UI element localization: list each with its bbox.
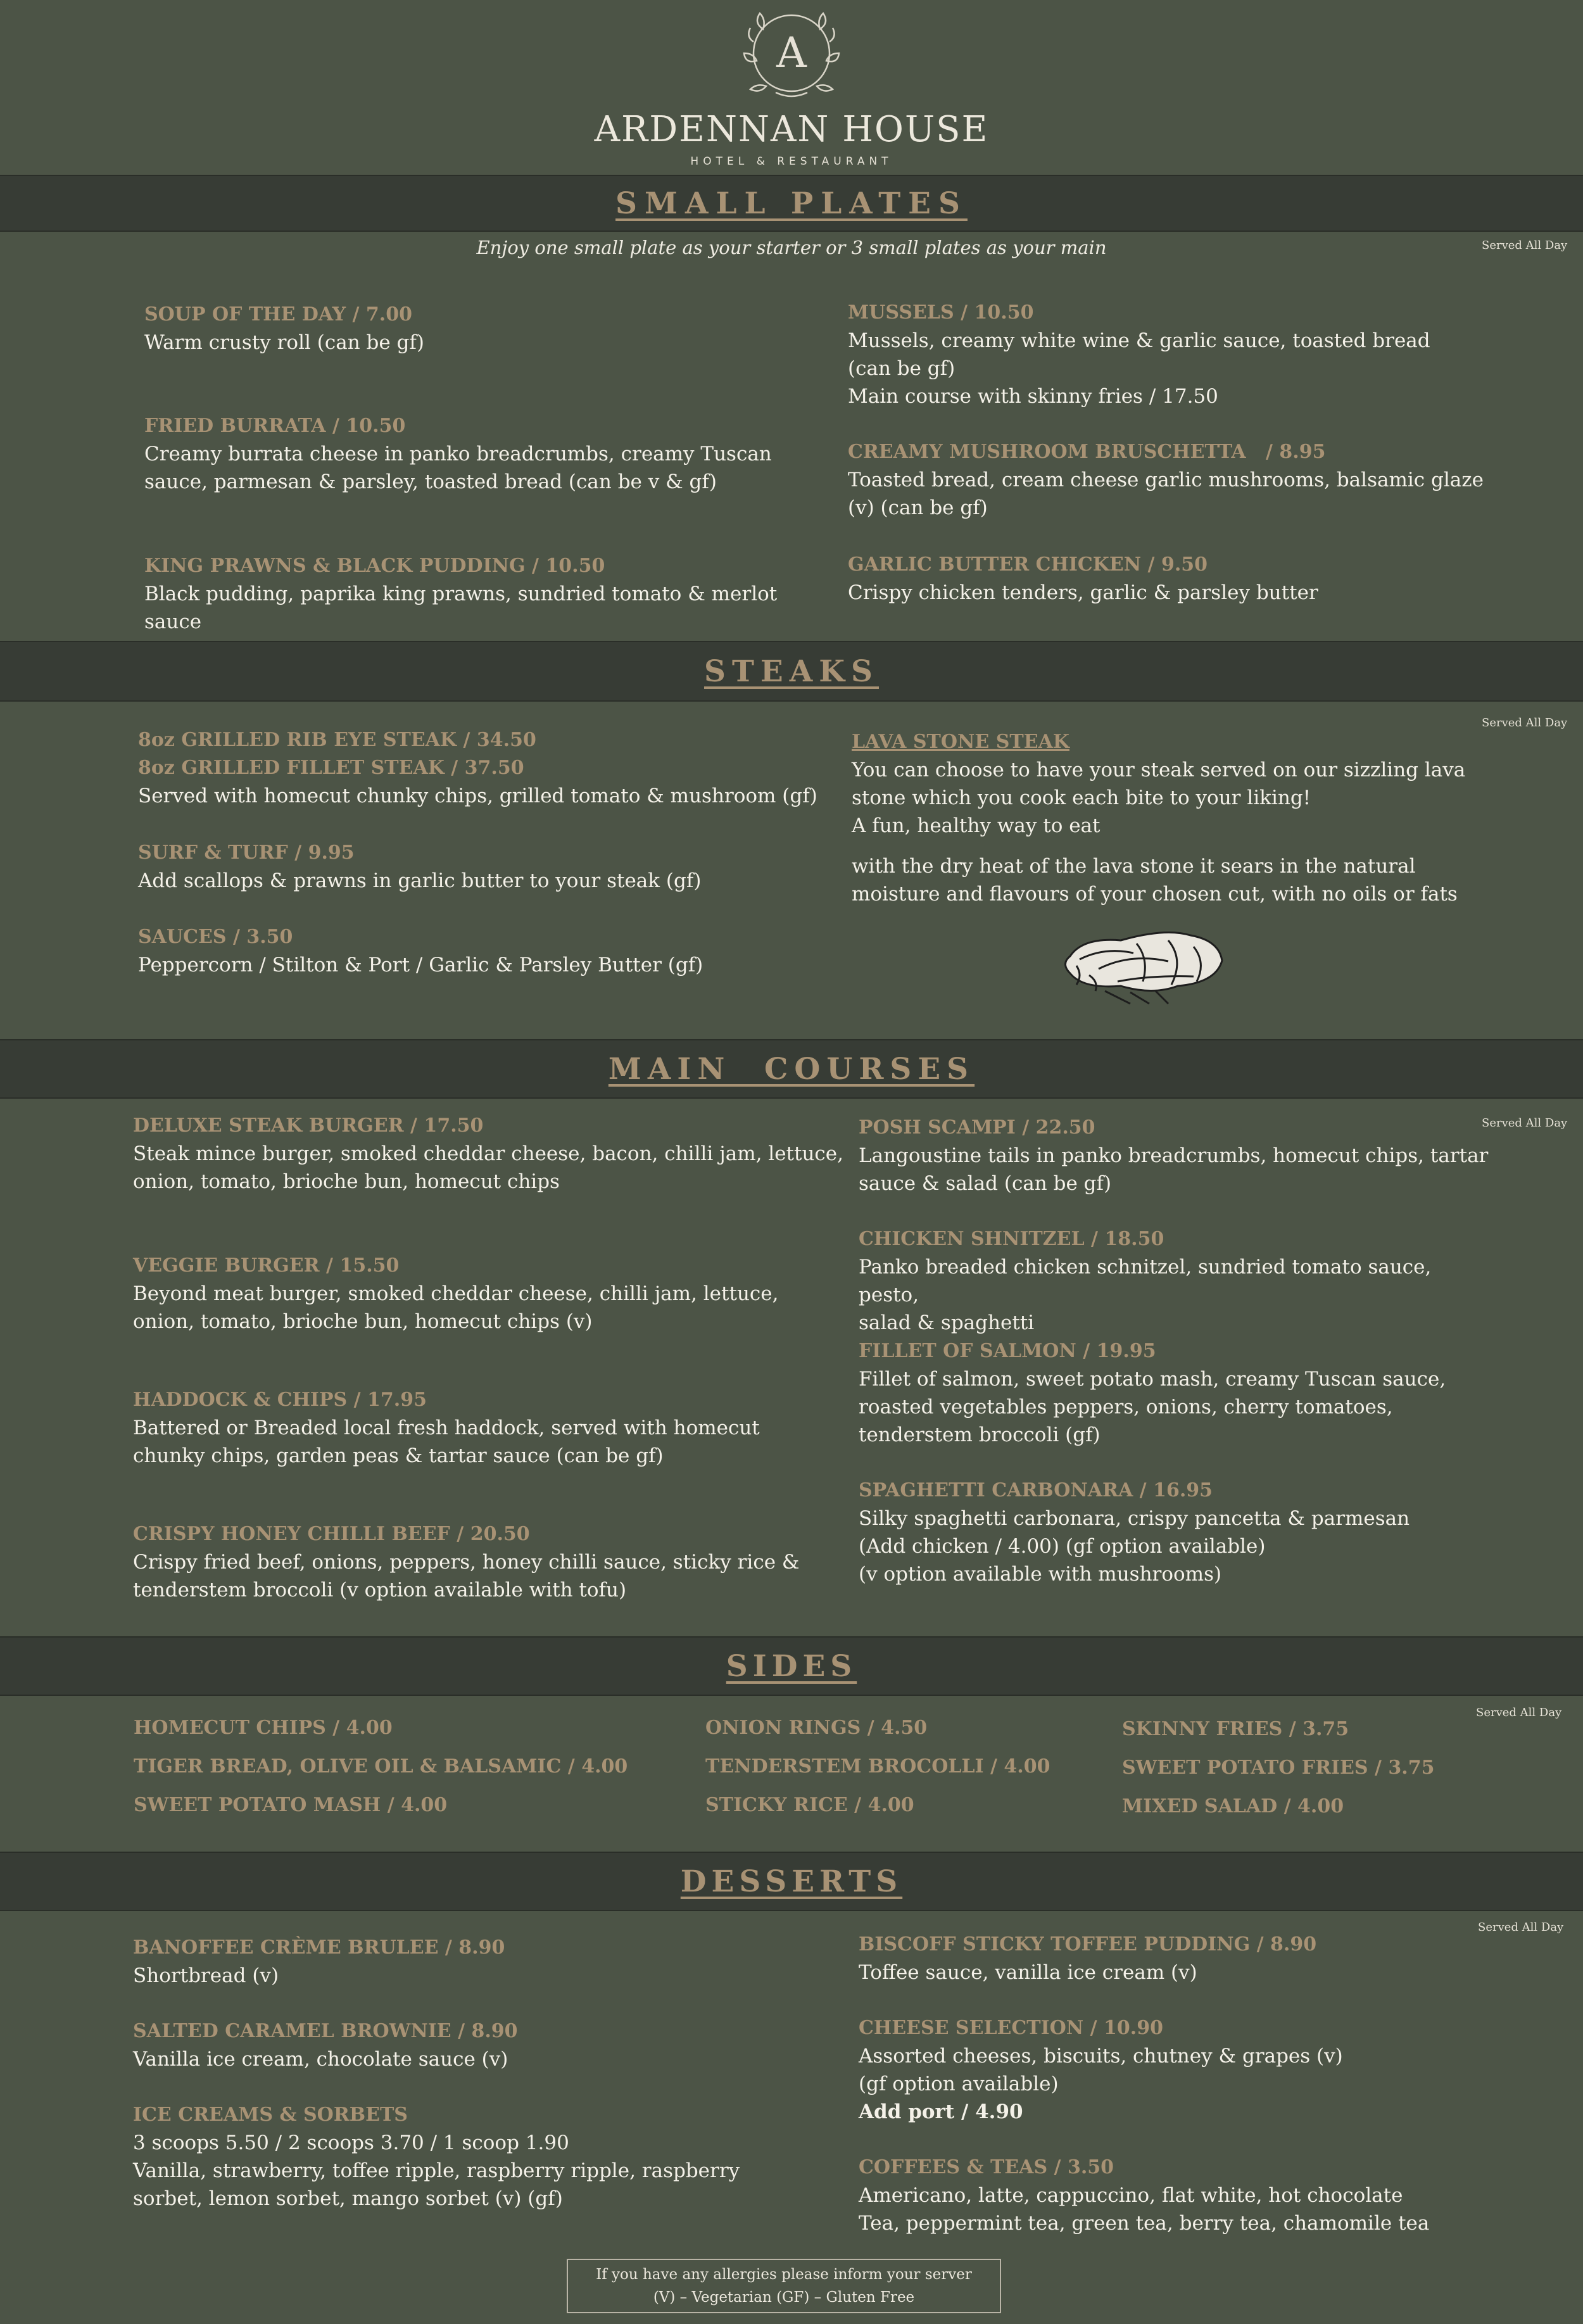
- item-description: You can choose to have your steak served on our sizzling lava stone which you cook each bite to your liking! A fun, healthy way to eat: [852, 759, 1466, 837]
- side-item: SWEET POTATO MASH / 4.00: [134, 1794, 448, 1816]
- section-title: DESSERTS: [680, 1864, 903, 1899]
- item-title: LAVA STONE STEAK: [852, 731, 1069, 753]
- side-item: MIXED SALAD / 4.00: [1122, 1795, 1344, 1817]
- allergy-key: (V) – Vegetarian (GF) – Gluten Free: [653, 2289, 915, 2306]
- item-description: 3 scoops 5.50 / 2 scoops 3.70 / 1 scoop 1.90 Vanilla, strawberry, toffee ripple, raspberry ripple, raspberry sorbet, lemon sorbet, mango sorbet (v) (gf): [133, 2131, 740, 2210]
- section-title: SIDES: [726, 1648, 857, 1684]
- menu-item: [859, 2154, 1523, 2237]
- item-description: Shortbread (v): [133, 1964, 279, 1987]
- item-title: 8oz GRILLED FILLET STEAK / 37.50: [138, 757, 524, 779]
- item-title: SPAGHETTI CARBONARA / 16.95: [859, 1479, 1213, 1501]
- item-title: 8oz GRILLED RIB EYE STEAK / 34.50: [138, 729, 536, 751]
- item-description: Peppercorn / Stilton & Port / Garlic & Parsley Butter (gf): [138, 954, 703, 976]
- menu-item: [133, 2018, 829, 2073]
- allergy-notice: [567, 2259, 1001, 2313]
- menu-item: [138, 726, 835, 810]
- item-title: SOUP OF THE DAY / 7.00: [144, 303, 412, 325]
- served-all-day-label: Served All Day: [1482, 239, 1568, 252]
- menu-item: [138, 923, 835, 979]
- item-title: SURF & TURF / 9.95: [138, 842, 355, 864]
- menu-item: [144, 301, 778, 357]
- allergy-line: If you have any allergies please inform your server: [596, 2266, 972, 2283]
- section-header-desserts: [0, 1852, 1583, 1911]
- item-title: HADDOCK & CHIPS / 17.95: [133, 1389, 427, 1411]
- lava-stone-steak: [852, 728, 1536, 908]
- menu-item: [133, 1252, 861, 1336]
- item-description: with the dry heat of the lava stone it sears in the natural moisture and flavours of your chosen cut, with no oils or fats: [852, 855, 1458, 906]
- item-title: COFFEES & TEAS / 3.50: [859, 2156, 1114, 2178]
- menu-item: [144, 552, 809, 636]
- item-description: Battered or Breaded local fresh haddock, served with homecut chunky chips, garden peas & tartar sauce (can be gf): [133, 1417, 760, 1467]
- item-title: FRIED BURRATA / 10.50: [144, 415, 406, 437]
- menu-item: [848, 299, 1513, 410]
- item-title: BISCOFF STICKY TOFFEE PUDDING / 8.90: [859, 1933, 1317, 1955]
- menu-item: [859, 1477, 1492, 1588]
- item-description: Fillet of salmon, sweet potato mash, creamy Tuscan sauce, roasted vegetables peppers, onions, cherry tomatoes, tenderstem broccoli (gf): [859, 1368, 1446, 1446]
- item-title: SALTED CARAMEL BROWNIE / 8.90: [133, 2020, 518, 2042]
- section-title: STEAKS: [704, 654, 879, 689]
- menu-item: [138, 839, 835, 895]
- menu-item: [133, 1112, 861, 1196]
- item-description: Add scallops & prawns in garlic butter to your steak (gf): [138, 869, 702, 892]
- brand-subtitle: HOTEL & RESTAURANT: [690, 155, 893, 168]
- menu-item: [859, 1337, 1492, 1449]
- item-title: SAUCES / 3.50: [138, 926, 293, 948]
- served-all-day-label: Served All Day: [1478, 1921, 1564, 1934]
- item-title: CHEESE SELECTION / 10.90: [859, 2017, 1163, 2039]
- menu-item: [133, 2101, 829, 2213]
- monogram-wreath-icon: [738, 4, 845, 102]
- side-item: ONION RINGS / 4.50: [705, 1717, 928, 1739]
- section-header-main-courses: [0, 1039, 1583, 1099]
- steak-illustration-icon: [1061, 921, 1232, 1007]
- brand-name: ARDENNAN HOUSE: [594, 109, 989, 150]
- item-title: CREAMY MUSHROOM BRUSCHETTA / 8.95: [848, 441, 1326, 463]
- item-title: KING PRAWNS & BLACK PUDDING / 10.50: [144, 555, 605, 577]
- menu-item: [133, 1386, 861, 1470]
- menu-item: [133, 1934, 829, 1990]
- section-header-sides: [0, 1636, 1583, 1696]
- section-header-small-plates: [0, 175, 1583, 232]
- item-description: Served with homecut chunky chips, grilled tomato & mushroom (gf): [138, 785, 817, 807]
- item-description: Assorted cheeses, biscuits, chutney & grapes (v) (gf option available): [859, 2045, 1343, 2095]
- logo: [0, 0, 1583, 171]
- section-title: SMALL PLATES: [615, 186, 968, 221]
- menu-item: [848, 551, 1513, 607]
- item-description: Steak mince burger, smoked cheddar cheese, bacon, chilli jam, lettuce, onion, tomato, brioche bun, homecut chips: [133, 1142, 843, 1193]
- item-description: Americano, latte, cappuccino, flat white, hot chocolate Tea, peppermint tea, green tea, berry tea, chamomile tea: [859, 2184, 1430, 2235]
- item-description: Creamy burrata cheese in panko breadcrumbs, creamy Tuscan sauce, parmesan & parsley, toasted bread (can be v & gf): [144, 443, 772, 493]
- monogram-letter: A: [776, 28, 807, 77]
- item-description: Silky spaghetti carbonara, crispy pancetta & parmesan (Add chicken / 4.00) (gf option available) (v option available with mushrooms): [859, 1507, 1410, 1586]
- item-title: MUSSELS / 10.50: [848, 301, 1034, 324]
- item-description: Mussels, creamy white wine & garlic sauce, toasted bread (can be gf) Main course with skinny fries / 17.50: [848, 329, 1430, 408]
- item-title: ICE CREAMS & SORBETS: [133, 2104, 408, 2126]
- menu-item: [144, 412, 809, 496]
- item-description: Crispy fried beef, onions, peppers, honey chilli sauce, sticky rice & tenderstem broccoli (v option available with tofu): [133, 1551, 800, 1601]
- menu-item: [848, 438, 1544, 522]
- served-all-day-label: Served All Day: [1482, 716, 1568, 729]
- menu-item: [859, 2014, 1523, 2126]
- side-item: STICKY RICE / 4.00: [705, 1794, 914, 1816]
- item-description: Toasted bread, cream cheese garlic mushrooms, balsamic glaze (v) (can be gf): [848, 469, 1484, 519]
- item-description: Warm crusty roll (can be gf): [144, 331, 424, 354]
- side-item: TENDERSTEM BROCOLLI / 4.00: [705, 1755, 1050, 1778]
- served-all-day-label: Served All Day: [1476, 1706, 1562, 1719]
- menu-item: [859, 1931, 1523, 1986]
- item-addon: Add port / 4.90: [859, 2100, 1023, 2123]
- item-title: VEGGIE BURGER / 15.50: [133, 1254, 400, 1277]
- item-description: Vanilla ice cream, chocolate sauce (v): [133, 2048, 508, 2071]
- item-description: Beyond meat burger, smoked cheddar cheese, chilli jam, lettuce, onion, tomato, brioche bun, homecut chips (v): [133, 1282, 779, 1333]
- side-item: SWEET POTATO FRIES / 3.75: [1122, 1757, 1435, 1779]
- section-header-steaks: [0, 641, 1583, 702]
- item-description: Black pudding, paprika king prawns, sundried tomato & merlot sauce: [144, 583, 778, 633]
- item-description: Panko breaded chicken schnitzel, sundried tomato sauce, pesto, salad & spaghetti: [859, 1256, 1432, 1334]
- menu-item: [133, 1520, 861, 1604]
- side-item: SKINNY FRIES / 3.75: [1122, 1718, 1349, 1740]
- item-title: BANOFFEE CRÈME BRULEE / 8.90: [133, 1936, 505, 1959]
- item-title: CRISPY HONEY CHILLI BEEF / 20.50: [133, 1523, 530, 1545]
- section-title: MAIN COURSES: [608, 1051, 975, 1087]
- item-description: Toffee sauce, vanilla ice cream (v): [859, 1961, 1197, 1984]
- item-title: FILLET OF SALMON / 19.95: [859, 1340, 1156, 1362]
- served-all-day-label: Served All Day: [1482, 1116, 1568, 1130]
- side-item: TIGER BREAD, OLIVE OIL & BALSAMIC / 4.00: [134, 1755, 628, 1778]
- item-title: CHICKEN SHNITZEL / 18.50: [859, 1228, 1164, 1250]
- side-item: HOMECUT CHIPS / 4.00: [134, 1717, 393, 1739]
- menu-item: [859, 1114, 1492, 1197]
- menu-item: [859, 1225, 1492, 1337]
- small-plates-intro: Enjoy one small plate as your starter or 3 small plates as your main: [476, 237, 1107, 258]
- item-title: POSH SCAMPI / 22.50: [859, 1116, 1095, 1139]
- item-description: Langoustine tails in panko breadcrumbs, homecut chips, tartar sauce & salad (can be gf): [859, 1144, 1489, 1195]
- item-title: DELUXE STEAK BURGER / 17.50: [133, 1115, 484, 1137]
- item-title: GARLIC BUTTER CHICKEN / 9.50: [848, 553, 1208, 576]
- item-description: Crispy chicken tenders, garlic & parsley butter: [848, 581, 1318, 604]
